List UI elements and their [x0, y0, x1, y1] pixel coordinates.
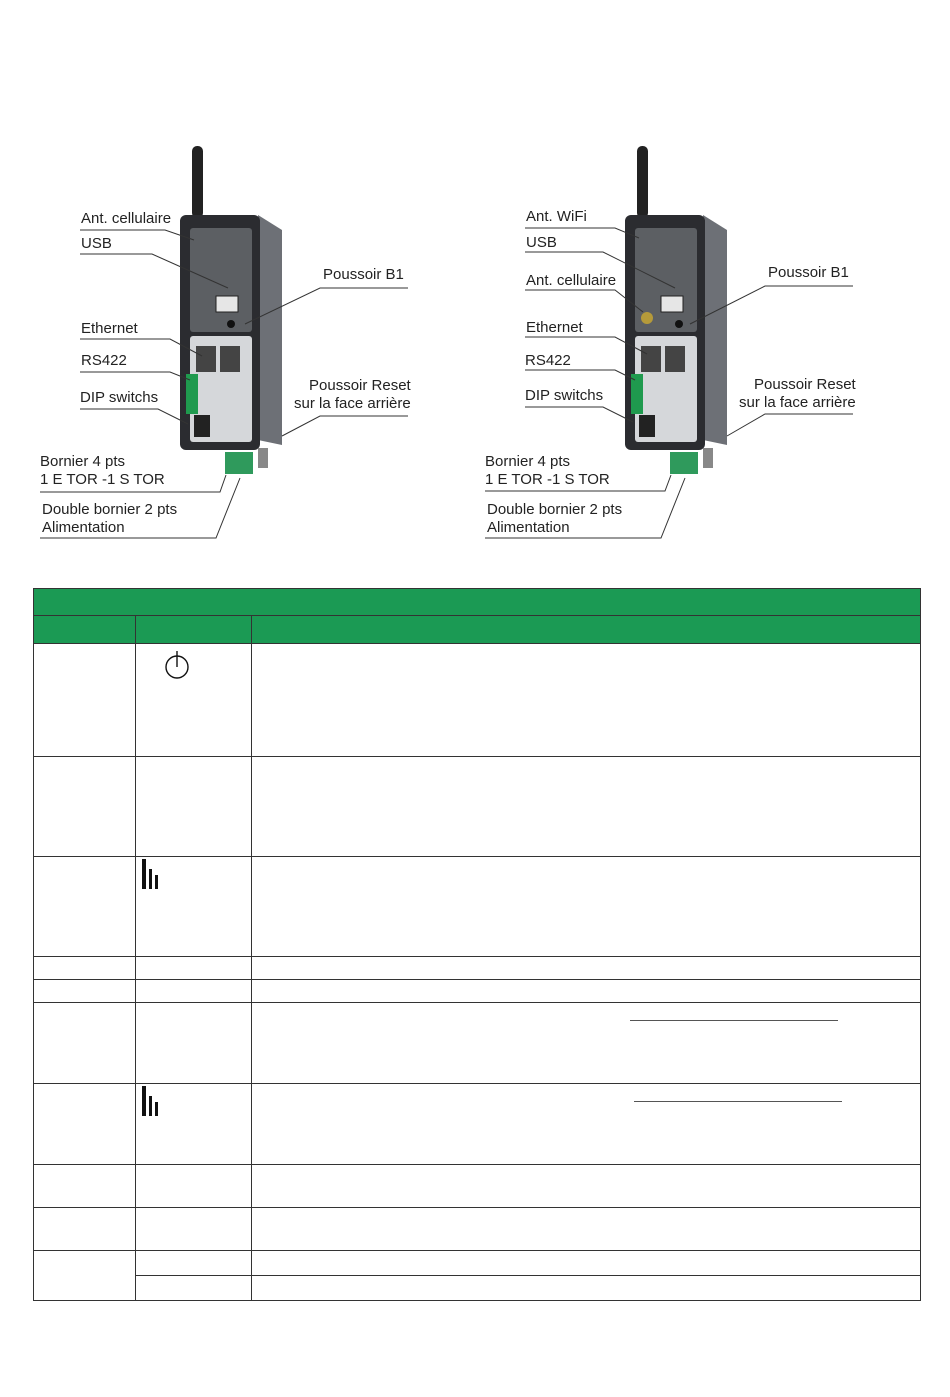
callout-rs422: RS422	[525, 352, 571, 369]
callout-poussoir-reset	[294, 377, 411, 413]
table-row	[34, 1084, 921, 1165]
underline-mark	[630, 1020, 838, 1021]
header-cell	[252, 616, 921, 644]
table-cell	[136, 1251, 252, 1276]
callout-reset-line1: Poussoir Reset	[309, 377, 411, 394]
callout-dip-switchs: DIP switchs	[525, 387, 604, 404]
table-cell	[252, 957, 921, 980]
table-cell	[136, 1208, 252, 1251]
header-cell	[136, 616, 252, 644]
callout-reset-line2: sur la face arrière	[739, 394, 856, 411]
callout-bornier-line2: 1 E TOR -1 S TOR	[485, 471, 610, 488]
callout-ant-wifi: Ant. WiFi	[526, 208, 587, 225]
callout-double-bornier	[42, 501, 177, 537]
table-cell	[136, 1084, 252, 1165]
table-cell	[252, 757, 921, 857]
table-row	[34, 757, 921, 857]
table-row	[34, 1276, 921, 1301]
table-cell	[252, 1251, 921, 1276]
table-cell	[252, 1208, 921, 1251]
table-row	[34, 1251, 921, 1276]
antenna-icon	[192, 146, 203, 218]
callout-double-line2: Alimentation	[487, 519, 570, 536]
callout-double-line1: Double bornier 2 pts	[487, 501, 623, 518]
device-figure-cellular	[30, 140, 470, 550]
table-cell	[252, 1165, 921, 1208]
table-cell	[252, 980, 921, 1003]
table-title-cell	[34, 589, 921, 616]
table-cell	[34, 1084, 136, 1165]
header-cell	[34, 616, 136, 644]
underline-mark	[634, 1101, 842, 1102]
table-cell	[34, 857, 136, 957]
table-row	[34, 857, 921, 957]
callout-rs422: RS422	[81, 352, 127, 369]
signal-bars-icon	[142, 859, 162, 889]
callout-ant-cellulaire: Ant. cellulaire	[81, 210, 172, 227]
led-table	[33, 588, 921, 1301]
callout-dip-switchs: DIP switchs	[80, 389, 159, 406]
callout-ethernet: Ethernet	[81, 320, 138, 337]
table-cell	[34, 757, 136, 857]
callout-usb: USB	[81, 235, 112, 252]
table-cell	[136, 1165, 252, 1208]
table-cell	[34, 980, 136, 1003]
table-cell	[252, 644, 921, 757]
table-cell	[136, 644, 252, 757]
callout-double-bornier	[487, 501, 622, 537]
table-header-row	[34, 616, 921, 644]
callout-bornier-line2: 1 E TOR -1 S TOR	[40, 471, 165, 488]
table-cell	[34, 1251, 136, 1301]
callout-bornier-line1: Bornier 4 pts	[40, 453, 126, 470]
callout-ant-cellulaire: Ant. cellulaire	[526, 272, 617, 289]
callout-poussoir-b1: Poussoir B1	[323, 266, 404, 283]
callout-usb: USB	[526, 234, 557, 251]
callout-bornier	[485, 453, 610, 489]
table-row	[34, 957, 921, 980]
table-cell	[136, 1003, 252, 1084]
callout-double-line2: Alimentation	[42, 519, 125, 536]
table-cell	[34, 1165, 136, 1208]
device-figure-wifi	[475, 140, 915, 550]
table-row	[34, 1208, 921, 1251]
table-row	[34, 1003, 921, 1084]
table-cell	[136, 1276, 252, 1301]
table-cell	[136, 957, 252, 980]
table-cell	[252, 1084, 921, 1165]
callout-reset-line2: sur la face arrière	[294, 395, 411, 412]
callout-ethernet: Ethernet	[526, 319, 583, 336]
table-cell	[252, 1003, 921, 1084]
table-cell	[34, 1003, 136, 1084]
table-cell	[34, 1208, 136, 1251]
table-cell	[252, 857, 921, 957]
table-cell	[136, 980, 252, 1003]
signal-bars-icon	[142, 1086, 162, 1116]
callout-poussoir-b1: Poussoir B1	[768, 264, 849, 281]
callout-bornier	[40, 453, 165, 489]
table-title-row	[34, 589, 921, 616]
callout-reset-line1: Poussoir Reset	[754, 376, 856, 393]
table-cell	[34, 644, 136, 757]
callout-double-line1: Double bornier 2 pts	[42, 501, 178, 518]
table-row	[34, 644, 921, 757]
table-cell	[136, 857, 252, 957]
table-cell	[252, 1276, 921, 1301]
power-icon	[163, 650, 191, 680]
table-row	[34, 1165, 921, 1208]
callout-bornier-line1: Bornier 4 pts	[485, 453, 571, 470]
table-cell	[34, 957, 136, 980]
antenna-icon	[637, 146, 648, 218]
table-cell	[136, 757, 252, 857]
callout-poussoir-reset	[739, 376, 856, 412]
table-row	[34, 980, 921, 1003]
